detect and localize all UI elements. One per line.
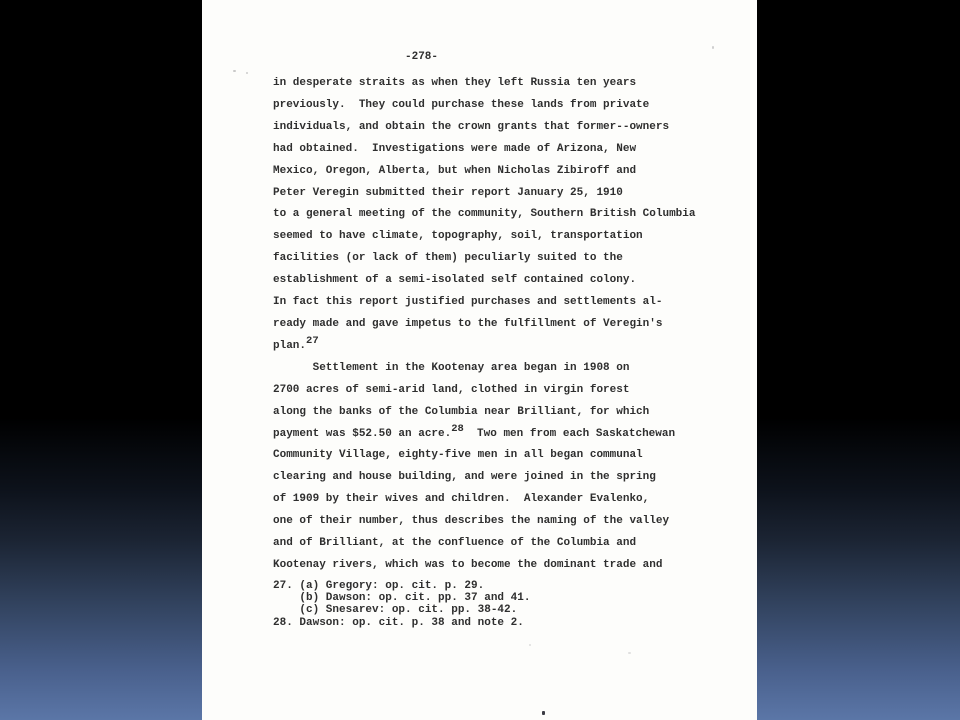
body-text-segment: Community Village, eighty-five men in all began communal bbox=[273, 449, 643, 462]
body-text-segment: individuals, and obtain the crown grants that former--owners bbox=[273, 120, 670, 133]
footnote-ref-superscript: 28 bbox=[451, 423, 464, 435]
body-line bbox=[273, 445, 713, 467]
body-line bbox=[273, 117, 713, 139]
body-line bbox=[273, 248, 713, 270]
body-line bbox=[273, 226, 713, 248]
body-text-segment: Peter Veregin submitted their report January 25, 1910 bbox=[273, 186, 623, 199]
body-line bbox=[273, 533, 713, 555]
body-line bbox=[273, 95, 713, 117]
body-line bbox=[273, 292, 713, 314]
footnote-ref-superscript: 27 bbox=[306, 335, 319, 348]
footnotes bbox=[273, 580, 723, 629]
body-line bbox=[273, 489, 713, 511]
body-text-segment: 2700 acres of semi-arid land, clothed in virgin forest bbox=[273, 383, 630, 396]
footnote-line: 28. Dawson: op. cit. p. 38 and note 2. bbox=[273, 616, 524, 629]
body-text-segment: plan. bbox=[273, 339, 307, 352]
body-text-segment: Two men from each Saskatchewan bbox=[463, 427, 676, 440]
footnote-line: 27. (a) Gregory: op. cit. p. 29. bbox=[273, 580, 485, 592]
body-line bbox=[273, 161, 713, 183]
body-text-segment: establishment of a semi-isolated self contained colony. bbox=[273, 274, 637, 287]
page-number: -278- bbox=[405, 51, 439, 63]
footnote-line: (b) Dawson: op. cit. pp. 37 and 41. bbox=[273, 592, 531, 605]
document-page bbox=[202, 0, 757, 720]
body-line bbox=[273, 380, 713, 402]
body-line bbox=[273, 358, 713, 380]
body-text-segment: previously. They could purchase these lands from private bbox=[273, 98, 650, 111]
body-text-segment: Kootenay rivers, which was to become the dominant trade and bbox=[273, 558, 663, 571]
body-text-segment: Mexico, Oregon, Alberta, but when Nicholas Zibiroff and bbox=[273, 164, 637, 177]
body-text-segment: to a general meeting of the community, Southern British Columbia bbox=[273, 208, 696, 221]
body-text-segment: had obtained. Investigations were made of Arizona, New bbox=[273, 142, 637, 155]
body-text-segment: along the banks of the Columbia near Brilliant, for which bbox=[273, 405, 650, 418]
body-line bbox=[273, 555, 713, 577]
body-line bbox=[273, 183, 713, 205]
body-line bbox=[273, 467, 713, 489]
body-text-segment: facilities (or lack of them) peculiarly suited to the bbox=[273, 252, 623, 265]
body-text-segment: seemed to have climate, topography, soil, transportation bbox=[273, 230, 643, 243]
body-text-segment: one of their number, thus describes the naming of the valley bbox=[273, 515, 670, 528]
body-line bbox=[273, 402, 713, 424]
body-line bbox=[273, 73, 713, 95]
body-line bbox=[273, 511, 713, 533]
document-body bbox=[273, 73, 713, 577]
footnote-line: (c) Snesarev: op. cit. pp. 38-42. bbox=[273, 604, 518, 617]
body-line bbox=[273, 336, 713, 358]
body-line bbox=[273, 424, 713, 446]
body-text-segment: Settlement in the Kootenay area began in 1908 on bbox=[273, 361, 630, 374]
body-text-segment: of 1909 by their wives and children. Alexander Evalenko, bbox=[273, 493, 650, 506]
body-line bbox=[273, 314, 713, 336]
body-text-segment: and of Brilliant, at the confluence of the Columbia and bbox=[273, 537, 637, 550]
body-text-segment: ready made and gave impetus to the fulfillment of Veregin's bbox=[273, 317, 663, 330]
body-line bbox=[273, 139, 713, 161]
body-text-segment: in desperate straits as when they left Russia ten years bbox=[273, 77, 637, 89]
body-line bbox=[273, 270, 713, 292]
body-line bbox=[273, 204, 713, 226]
body-text-segment: payment was $52.50 an acre. bbox=[273, 427, 452, 440]
body-text-segment: clearing and house building, and were joined in the spring bbox=[273, 471, 656, 484]
body-text-segment: In fact this report justified purchases and settlements al- bbox=[273, 296, 663, 309]
